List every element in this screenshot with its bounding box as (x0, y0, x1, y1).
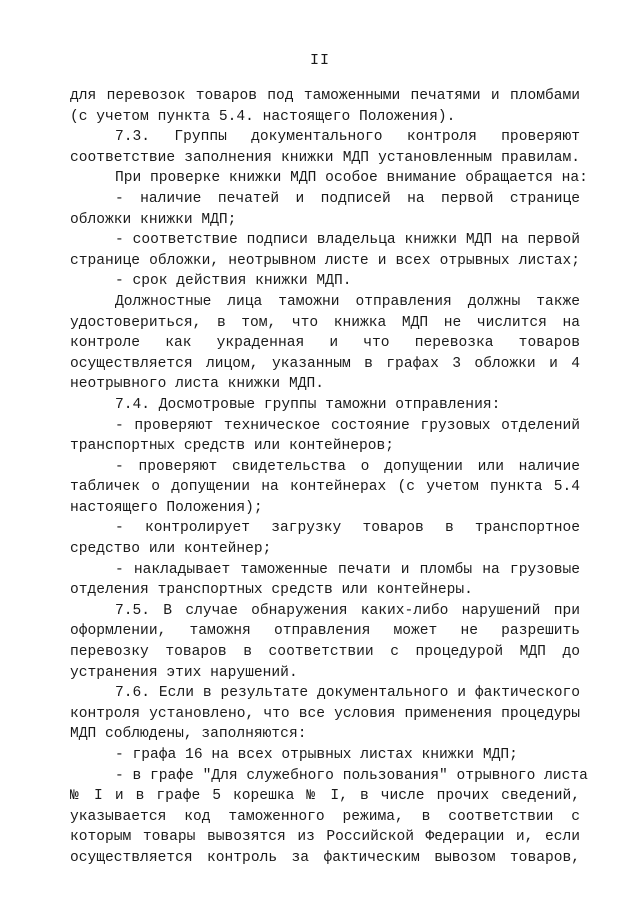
text-line: устранения этих нарушений. (70, 664, 298, 681)
text-line: - наличие печатей и подписей на первой странице (115, 190, 580, 207)
text-line: неотрывного листа книжки МДП. (70, 376, 324, 393)
text-line: обложки книжки МДП; (70, 211, 237, 228)
text-line: (с учетом пункта 5.4. настоящего Положения). (70, 108, 456, 125)
text-line: 7.4. Досмотровые группы таможни отправления: (115, 396, 501, 413)
text-line: табличек о допущении на контейнерах (с учетом пункта 5.4 (70, 479, 580, 496)
text-line: контроле как украденная и что перевозка товаров (70, 335, 580, 352)
text-line: перевозку товаров в соответствии с процедурой МДП до (70, 644, 580, 661)
text-line: соответствие заполнения книжки МДП установленным правилам. (70, 149, 580, 166)
text-line: - соответствие подписи владельца книжки МДП на первой (115, 232, 580, 249)
text-line: - проверяют свидетельства о допущении или наличие (115, 458, 580, 475)
text-line: - графа 16 на всех отрывных листах книжки МДП; (115, 747, 518, 763)
text-line: - срок действия книжки МДП. (115, 273, 352, 290)
text-line: При проверке книжки МДП особое внимание обращается на: (115, 170, 588, 187)
text-line: для перевозок товаров под таможенными печатями и пломбами (70, 88, 580, 104)
text-line: 7.6. Если в результате документального и фактического (115, 685, 580, 702)
text-line: которым товары вывозятся из Российской Федерации и, если (70, 829, 580, 846)
text-line: осуществляется лицом, указанным в графах 3 обложки и 4 (70, 355, 580, 372)
text-line: указывается код таможенного режима, в соответствии с (70, 808, 580, 825)
page-number: II (309, 52, 330, 69)
text-line: осуществляется контроль за фактическим вывозом товаров, (70, 849, 580, 866)
text-line: отделения транспортных средств или контейнеры. (70, 582, 473, 599)
text-line: контроля установлено, что все условия применения процедуры (70, 705, 580, 722)
text-line: Должностные лица таможни отправления должны также (115, 293, 580, 310)
text-line: 7.3. Группы документального контроля проверяют (115, 129, 580, 146)
text-line: настоящего Положения); (70, 499, 263, 516)
document-body (70, 86, 588, 869)
text-line: транспортных средств или контейнеров; (70, 438, 395, 455)
text-line: - контролирует загрузку товаров в транспортное (115, 520, 580, 537)
text-line: - в графе "Для служебного пользования" отрывного листа (115, 767, 588, 784)
text-line: оформлении, таможня отправления может не разрешить (70, 623, 580, 640)
text-line: удостовериться, в том, что книжка МДП не числится на (70, 314, 580, 331)
text-line: странице обложки, неотрывном листе и всех отрывных листах; (70, 252, 580, 269)
text-line: 7.5. В случае обнаружения каких-либо нарушений при (115, 602, 580, 619)
text-line: средство или контейнер; (70, 541, 272, 558)
text-line: № I и в графе 5 корешка № I, в числе прочих сведений, (70, 788, 580, 805)
text-line: МДП соблюдены, заполняются: (70, 726, 307, 743)
text-line: - проверяют техническое состояние грузовых отделений (115, 417, 580, 434)
text-line: - накладывает таможенные печати и пломбы на грузовые (115, 561, 580, 578)
